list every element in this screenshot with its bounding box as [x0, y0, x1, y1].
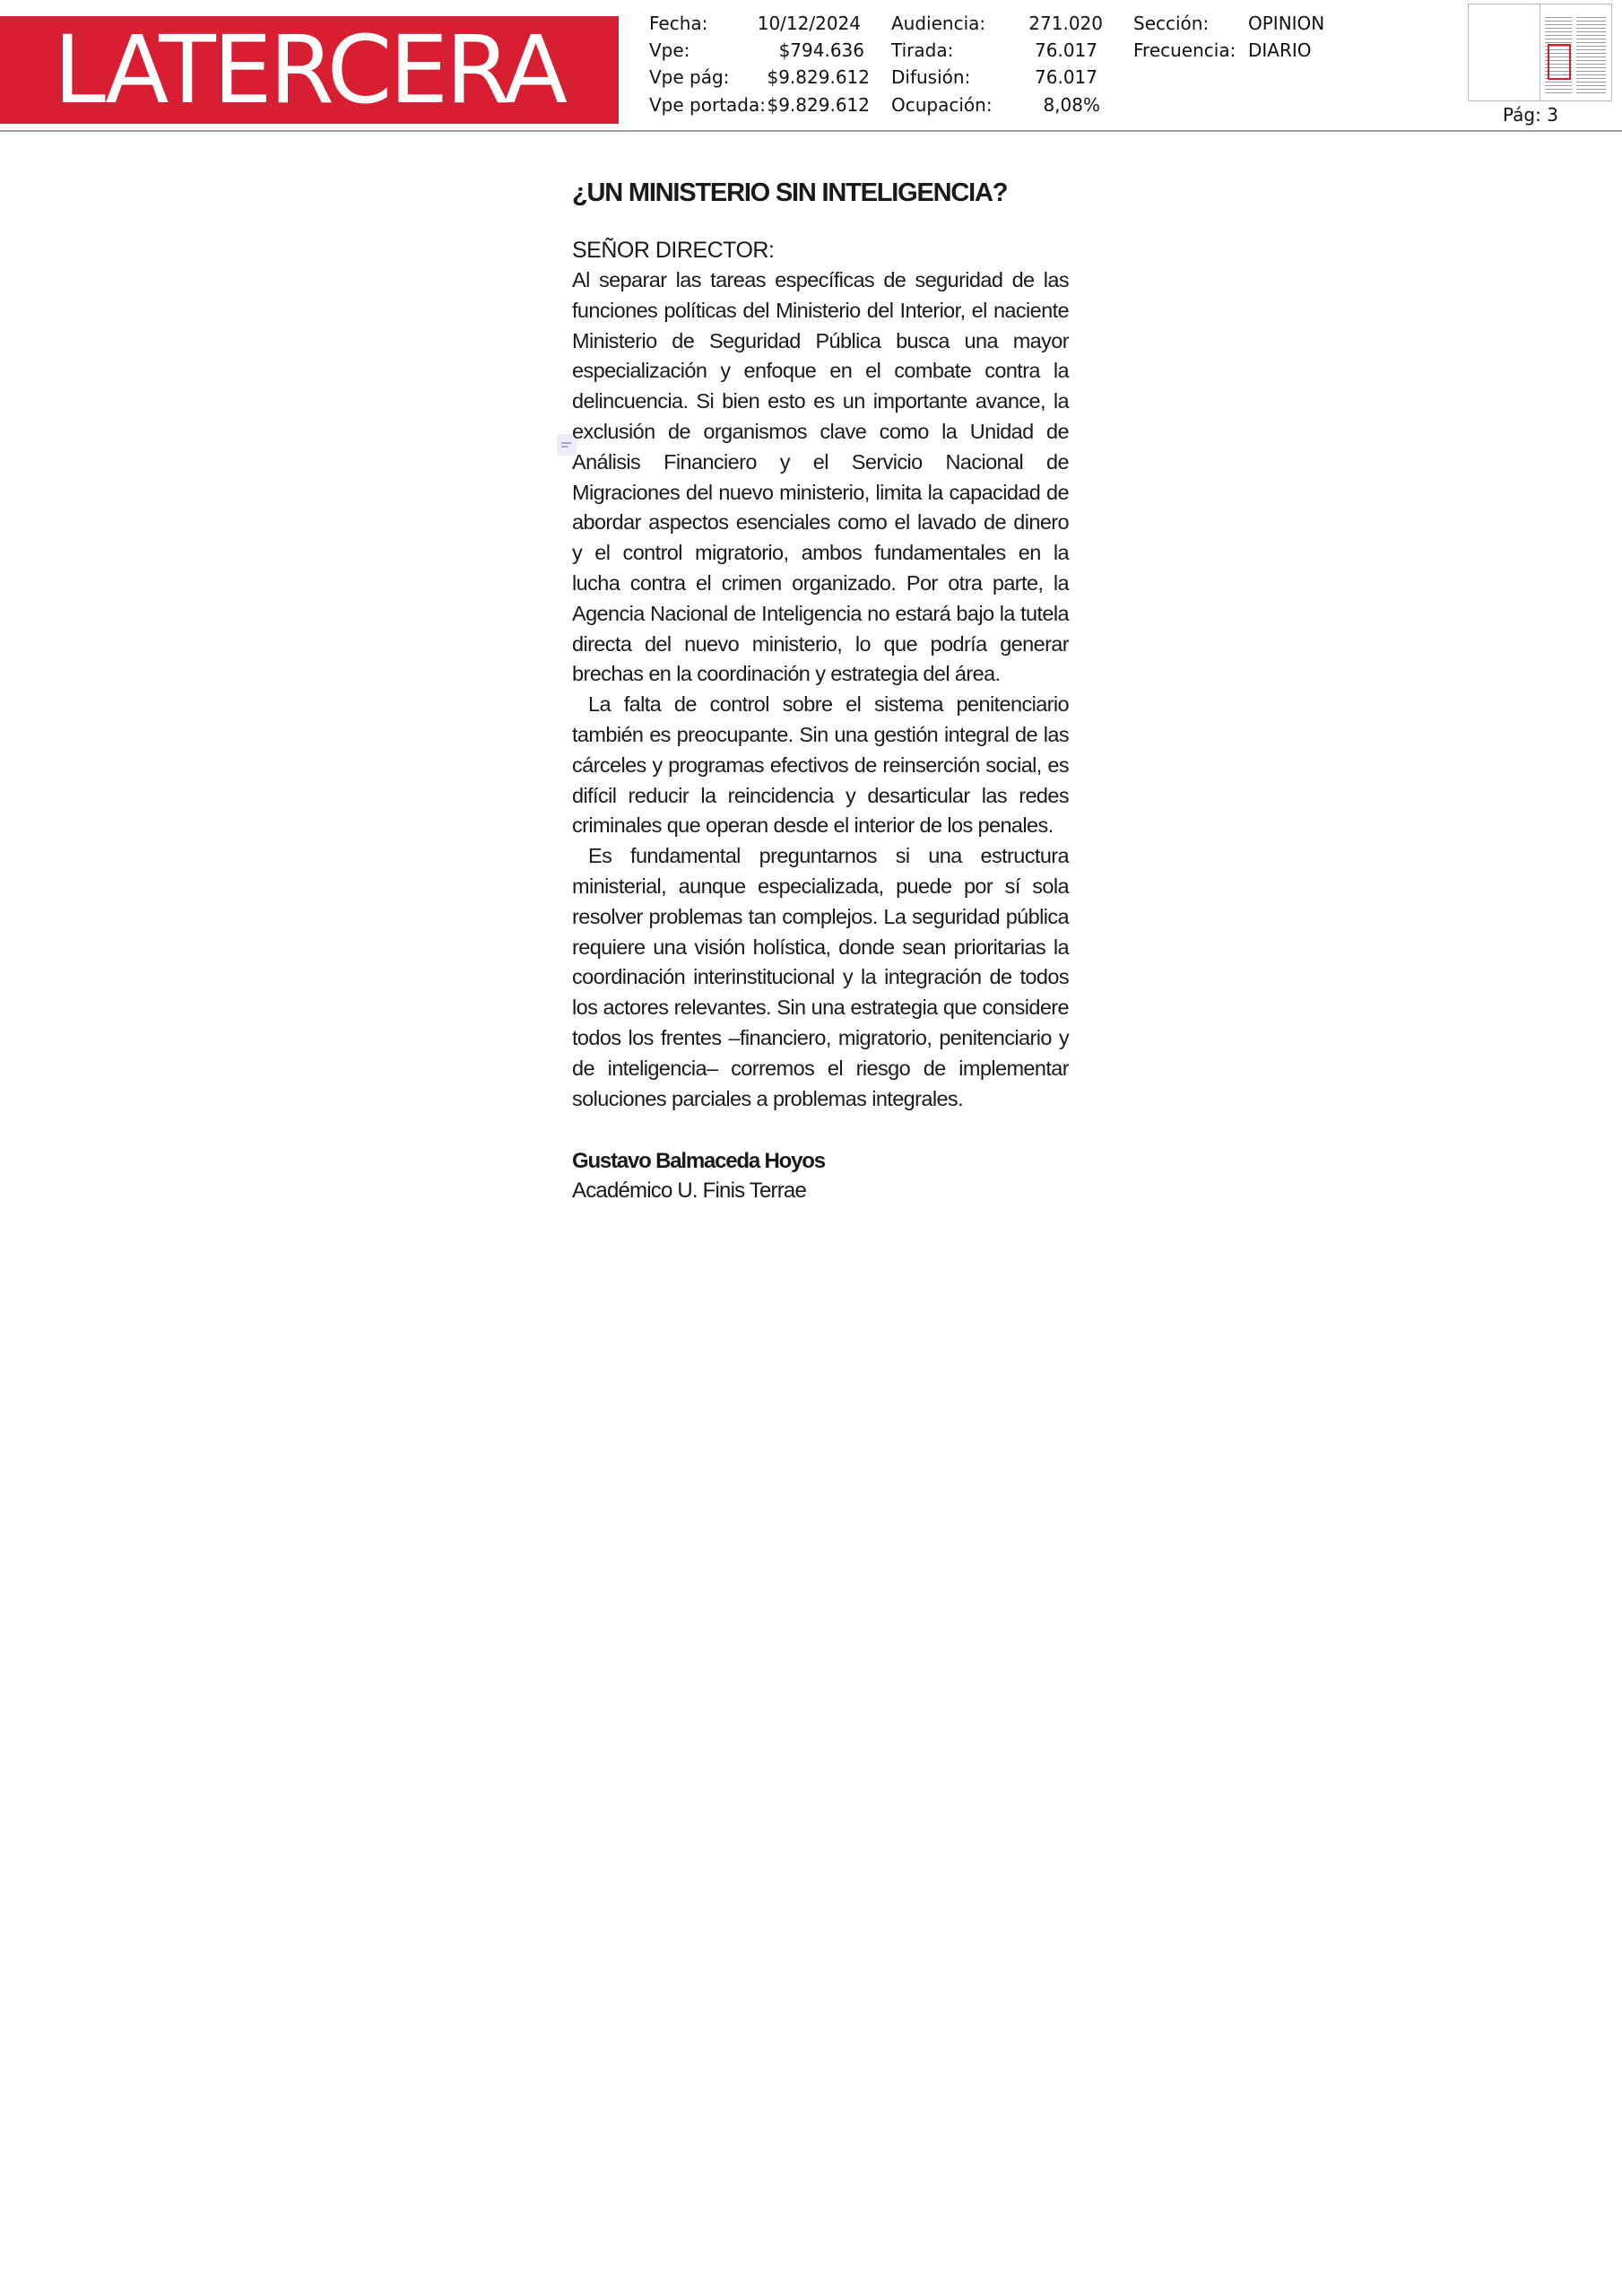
article-paragraph: Al separar las tareas específicas de seguridad de las funciones políticas del Ministerio del Interior, el naciente Ministerio de Seguridad Pública busca una mayor especialización y enfoque en el combate contra la delincuencia. Si bien esto es un importante avance, la exclusión de organismos clave como la Unidad de Análisis Financiero y el Servicio Nacional de Migraciones del nuevo ministerio, limita la capacidad de abordar aspectos esenciales como el lavado de dinero y el control migratorio, ambos fundamentales en la lucha contra el crimen organizado. Por otra parte, la Agencia Nacional de Inteligencia no estará bajo la tutela directa del nuevo ministerio, lo que podría generar brechas en la coordinación y estrategia del área. — [572, 268, 1069, 686]
article-page-thumbnail[interactable] — [1540, 4, 1612, 101]
logo-text: LATERCERA — [53, 16, 566, 124]
article — [572, 175, 1069, 1205]
meta-value-ocupacion: 8,08% — [1043, 94, 1100, 116]
meta-value-seccion: OPINION — [1248, 13, 1325, 34]
article-paragraph: Es fundamental preguntarnos si una estructura ministerial, aunque especializada, puede por sí sola resolver problemas tan complejos. La seguridad pública requiere una visión holística, donde sean prioritarias la coordinación interinstitucional y la integración de todos los actores relevantes. Sin una estrategia que considere todos los frentes –financiero, migratorio, penitenciario y de inteligencia– corremos el riesgo de implementar soluciones parciales a problemas integrales. — [572, 844, 1069, 1110]
meta-value-vpe-portada: $9.829.612 — [767, 94, 870, 116]
meta-value-tirada: 76.017 — [1035, 39, 1097, 61]
meta-value-fecha: 10/12/2024 — [757, 13, 861, 34]
meta-value-audiencia: 271.020 — [1028, 13, 1103, 34]
meta-label-vpe-portada: Vpe portada: — [649, 94, 766, 116]
article-author-role: Académico U. Finis Terrae — [572, 1178, 806, 1204]
meta-label-frecuencia: Frecuencia: — [1133, 39, 1236, 61]
meta-label-vpe-pag: Vpe pág: — [649, 66, 730, 88]
meta-value-frecuencia: DIARIO — [1248, 39, 1312, 61]
meta-label-audiencia: Audiencia: — [891, 13, 986, 34]
thumbnail-text-column — [1576, 17, 1606, 94]
cover-page-thumbnail[interactable] — [1468, 4, 1540, 101]
meta-label-vpe: Vpe: — [649, 39, 690, 61]
meta-value-difusion: 76.017 — [1035, 66, 1097, 88]
article-author: Gustavo Balmaceda Hoyos — [572, 1149, 825, 1174]
meta-value-vpe: $794.636 — [778, 39, 864, 61]
meta-label-seccion: Sección: — [1133, 13, 1210, 34]
meta-label-ocupacion: Ocupación: — [891, 94, 993, 116]
header-divider — [0, 130, 1622, 132]
article-headline: ¿UN MINISTERIO SIN INTELIGENCIA? — [572, 178, 1008, 207]
page-number: Pág: 3 — [1503, 104, 1558, 126]
meta-label-difusion: Difusión: — [891, 66, 971, 88]
article-salutation: SEÑOR DIRECTOR: — [572, 238, 775, 263]
meta-label-tirada: Tirada: — [891, 39, 954, 61]
article-paragraph: La falta de control sobre el sistema penitenciario también es preocupante. Sin una gestión integral de las cárceles y programas efectivos de reinserción social, es difícil reducir la reincidencia y desarticular las redes criminales que operan desde el interior de los penales. — [572, 692, 1069, 838]
meta-label-fecha: Fecha: — [649, 13, 708, 34]
thumbnail-article-highlight — [1548, 44, 1571, 80]
meta-value-vpe-pag: $9.829.612 — [767, 66, 870, 88]
newspaper-logo — [0, 16, 619, 124]
